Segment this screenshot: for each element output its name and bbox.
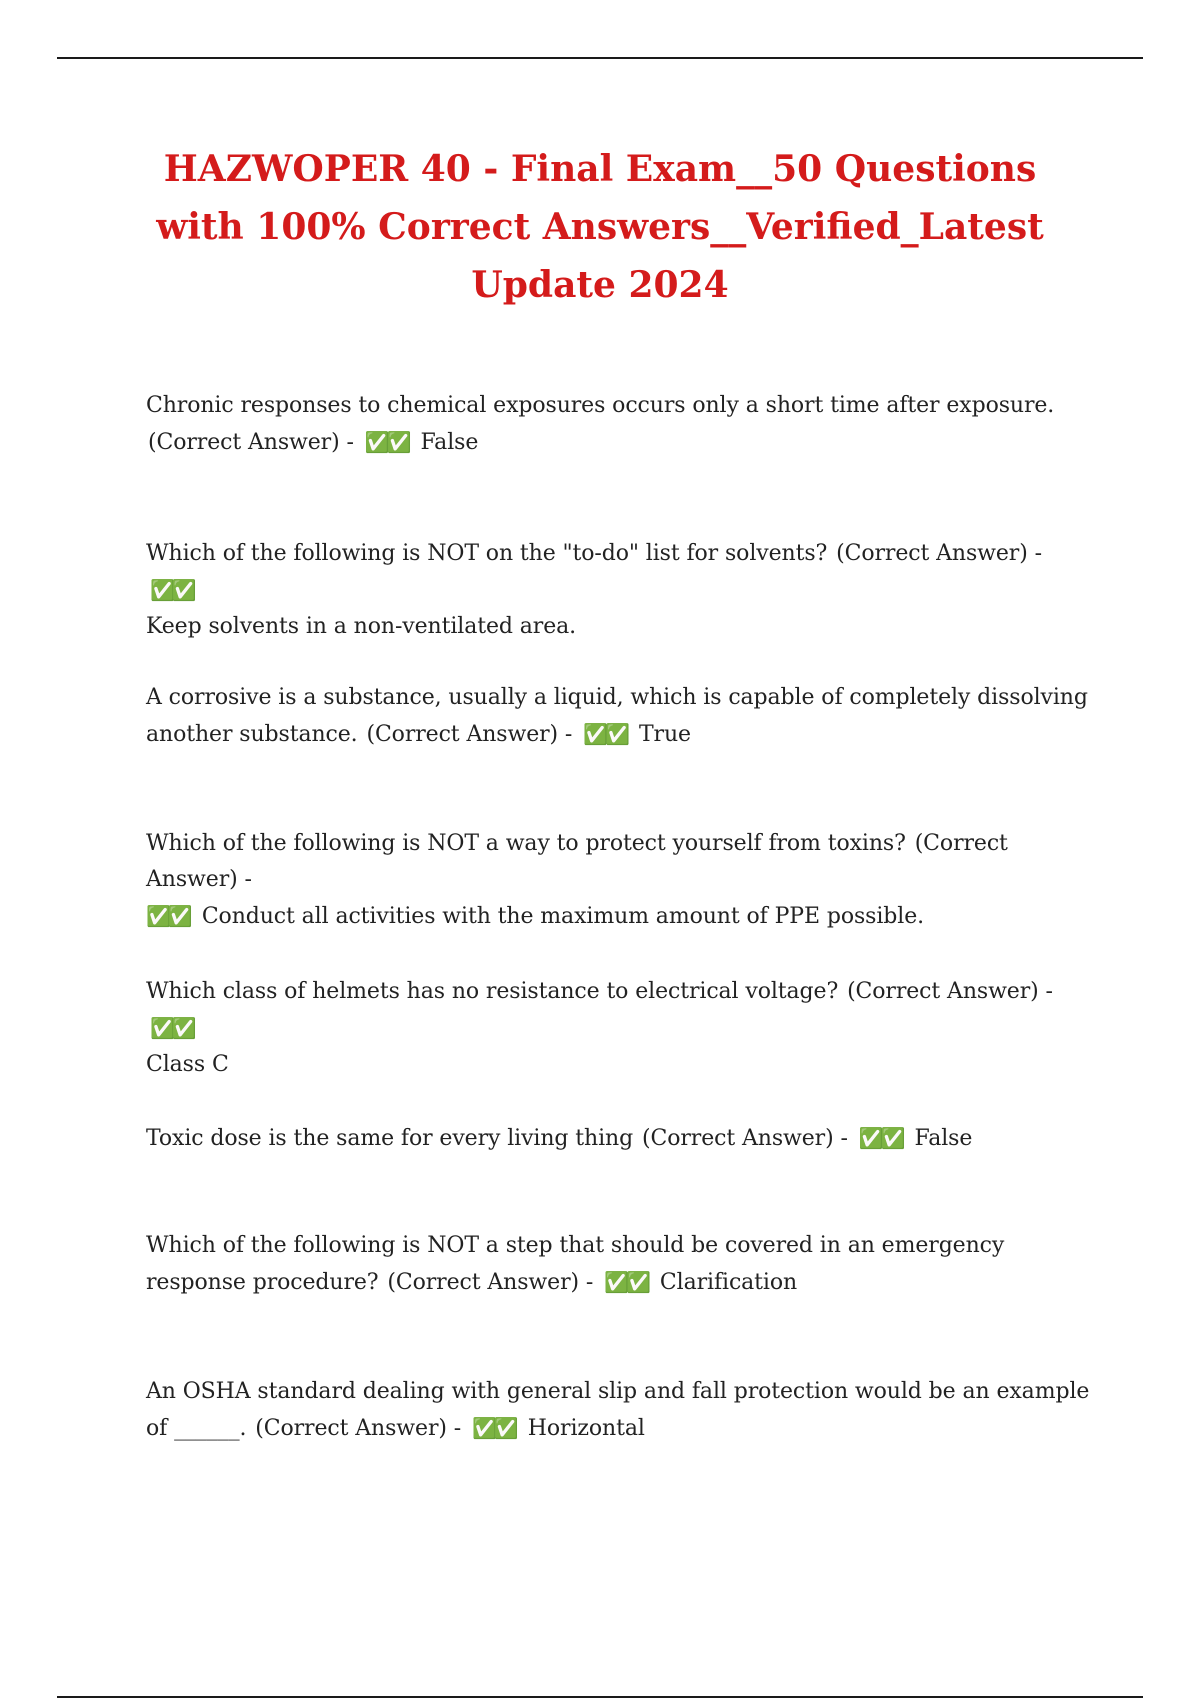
question-text: An OSHA standard dealing with general slip and fall protection would be an example of ______. [146, 1379, 1090, 1441]
answer-marker: (Correct Answer) - [366, 722, 573, 747]
double-check-icon: ✅✅ [471, 1416, 516, 1440]
double-check-icon: ✅✅ [364, 430, 409, 454]
double-check-icon: ✅✅ [150, 578, 194, 602]
answer-marker: (Correct Answer) - [387, 1270, 594, 1295]
answer-text: False [420, 430, 479, 455]
question-text: Chronic responses to chemical exposures occurs only a short time after exposure. [146, 393, 1055, 418]
qa-item [146, 826, 1091, 935]
answer-text: False [914, 1126, 973, 1151]
answer-text: Conduct all activities with the maximum amount of PPE possible. [201, 904, 925, 929]
answer-marker: (Correct Answer) - [847, 979, 1053, 1004]
answer-text: Clarification [659, 1270, 798, 1295]
qa-item [146, 1228, 1091, 1301]
bottom-rule [57, 1696, 1143, 1698]
qa-item [146, 1120, 1091, 1157]
answer-marker: (Correct Answer) - [255, 1416, 462, 1441]
double-check-icon: ✅✅ [150, 1016, 194, 1040]
top-rule [57, 57, 1143, 59]
question-text: Which of the following is NOT on the "to-do" list for solvents? [146, 541, 828, 566]
double-check-icon: ✅✅ [583, 722, 627, 746]
qa-item [146, 536, 1091, 645]
qa-item [146, 680, 1091, 753]
question-text: A corrosive is a substance, usually a liquid, which is capable of completely dissolving another substance. [146, 685, 1088, 747]
answer-marker: (Correct Answer) - [642, 1126, 848, 1151]
answer-marker: (Correct Answer) - [146, 831, 1008, 892]
answer-text: Class C [146, 1052, 229, 1077]
question-text: Which of the following is NOT a step that should be covered in an emergency response procedure? [146, 1233, 1005, 1295]
question-text: Which of the following is NOT a way to protect yourself from toxins? [146, 831, 906, 856]
answer-text: Horizontal [527, 1416, 645, 1441]
answer-marker: (Correct Answer) - [148, 430, 354, 455]
answer-text: True [638, 722, 691, 747]
double-check-icon: ✅✅ [604, 1270, 648, 1294]
answer-marker: (Correct Answer) - [836, 541, 1042, 566]
qa-item [146, 1374, 1091, 1447]
document-title: HAZWOPER 40 - Final Exam__50 Questions with 100% Correct Answers__Verified_Latest Update 2024 [156, 148, 1044, 306]
qa-item [146, 388, 1091, 461]
question-text: Which class of helmets has no resistance to electrical voltage? [146, 979, 839, 1004]
question-text: Toxic dose is the same for every living thing [146, 1126, 634, 1151]
answer-text: Keep solvents in a non-ventilated area. [146, 614, 577, 639]
qa-item [146, 974, 1091, 1083]
double-check-icon: ✅✅ [146, 904, 190, 928]
double-check-icon: ✅✅ [858, 1126, 903, 1150]
